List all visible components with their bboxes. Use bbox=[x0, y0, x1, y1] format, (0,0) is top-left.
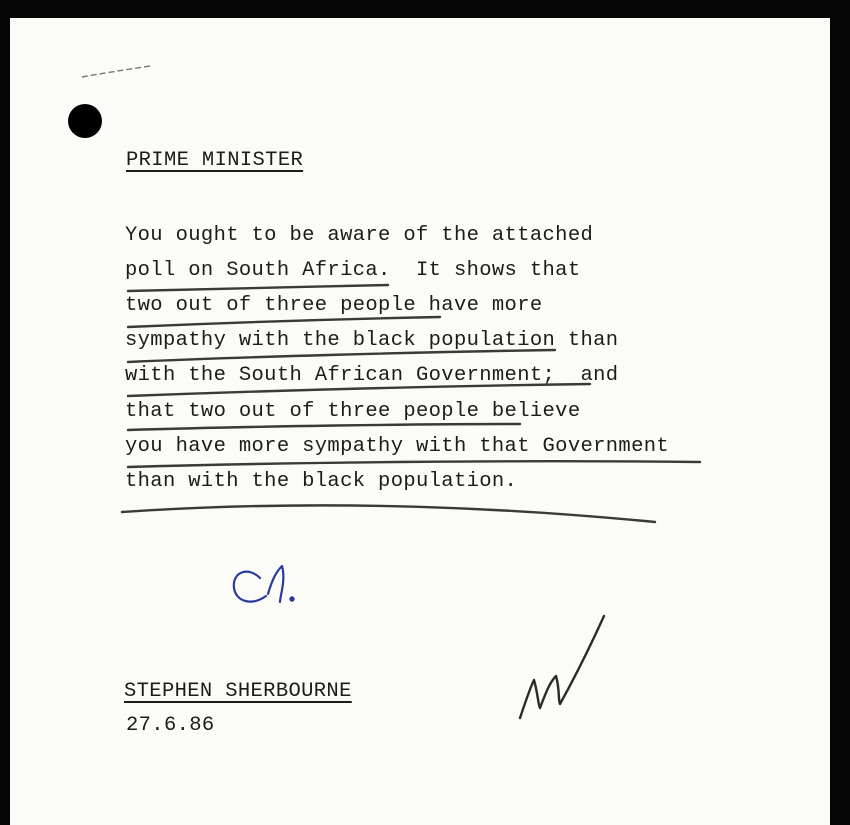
memo-addressee: PRIME MINISTER bbox=[126, 149, 304, 172]
memo-date: 27.6.86 bbox=[126, 714, 215, 737]
memo-body-line: You ought to be aware of the attached bbox=[125, 224, 594, 247]
memo-body-line: that two out of three people believe bbox=[125, 400, 581, 423]
memo-body-line: than with the black population. bbox=[125, 470, 518, 493]
memo-body-line: sympathy with the black population than bbox=[125, 329, 619, 352]
memo-body-line: with the South African Government; and bbox=[125, 364, 619, 387]
punch-hole bbox=[68, 104, 102, 138]
memo-body-line: you have more sympathy with that Government bbox=[125, 435, 670, 458]
memo-body-line: poll on South Africa. It shows that bbox=[125, 259, 581, 282]
memo-body-line: two out of three people have more bbox=[125, 294, 543, 317]
memo-author: STEPHEN SHERBOURNE bbox=[124, 680, 352, 703]
